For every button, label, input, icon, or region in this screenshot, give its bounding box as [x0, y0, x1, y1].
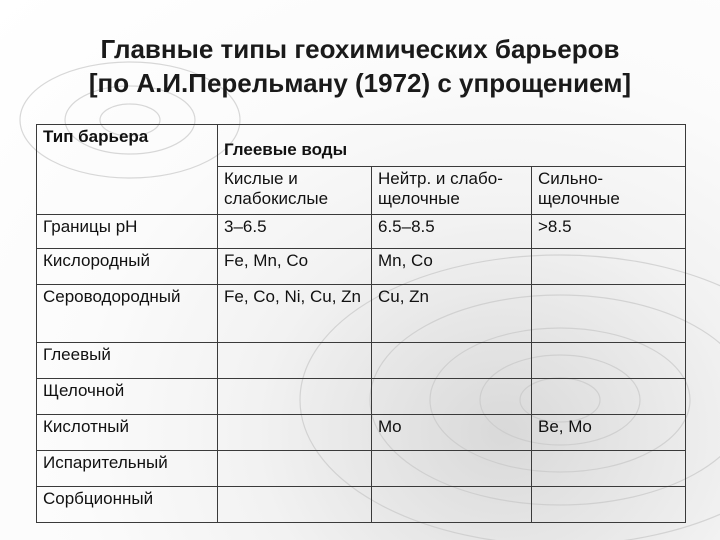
- table-cell: [532, 343, 686, 379]
- table-cell: [532, 487, 686, 523]
- table-cell: Fe, Mn, Co: [218, 249, 372, 285]
- table-cell: [218, 451, 372, 487]
- slide-title: [0, 32, 720, 100]
- table-cell: [532, 285, 686, 343]
- title-line-2: [по А.И.Перельману (1972) с упрощением]: [88, 68, 632, 98]
- column-header-line: Сильно-: [538, 169, 604, 188]
- column-header-line: Нейтр. и слабо-: [378, 169, 503, 188]
- column-header-line: слабокислые: [224, 189, 329, 208]
- row-label: Границы рН: [37, 215, 218, 249]
- row-label: Сероводородный: [37, 285, 218, 343]
- table-cell: [532, 451, 686, 487]
- row-label: Кислородный: [37, 249, 218, 285]
- row-label: Глеевый: [37, 343, 218, 379]
- table-row-ph: [37, 215, 686, 249]
- column-header-line: Кислые и: [224, 169, 298, 188]
- table-cell: [218, 343, 372, 379]
- row-label: Щелочной: [37, 379, 218, 415]
- row-label: Кислотный: [37, 415, 218, 451]
- title-line-1: Главные типы геохимических барьеров: [100, 34, 620, 64]
- table-row: [37, 285, 686, 343]
- barrier-table: [36, 124, 686, 523]
- column-header-line: щелочные: [378, 189, 460, 208]
- water-group-header: Глеевые воды: [218, 125, 686, 167]
- table-cell: [372, 487, 532, 523]
- table-cell: 6.5–8.5: [372, 215, 532, 249]
- table-cell: [372, 451, 532, 487]
- table-cell: >8.5: [532, 215, 686, 249]
- table-cell: [532, 249, 686, 285]
- table-cell: 3–6.5: [218, 215, 372, 249]
- table-cell: [218, 487, 372, 523]
- table-row: [37, 451, 686, 487]
- table-cell: Fe, Co, Ni, Cu, Zn: [218, 285, 372, 343]
- column-header-line: щелочные: [538, 189, 620, 208]
- table-cell: [218, 379, 372, 415]
- table-row: [37, 249, 686, 285]
- column-header-alkaline: [532, 167, 686, 215]
- table-cell: Be, Mo: [532, 415, 686, 451]
- table-row: [37, 415, 686, 451]
- table-cell: Mn, Co: [372, 249, 532, 285]
- table-cell: [218, 415, 372, 451]
- table-row: [37, 343, 686, 379]
- row-label: Сорбционный: [37, 487, 218, 523]
- table-cell: [532, 379, 686, 415]
- table-header-row-1: [37, 125, 686, 167]
- table-cell: Mo: [372, 415, 532, 451]
- row-label: Испарительный: [37, 451, 218, 487]
- table-row: [37, 379, 686, 415]
- table-row: [37, 487, 686, 523]
- column-header-neutral: [372, 167, 532, 215]
- table-cell: [372, 343, 532, 379]
- table-cell: Cu, Zn: [372, 285, 532, 343]
- corner-header: Тип барьера: [37, 125, 218, 215]
- table-cell: [372, 379, 532, 415]
- column-header-acidic: [218, 167, 372, 215]
